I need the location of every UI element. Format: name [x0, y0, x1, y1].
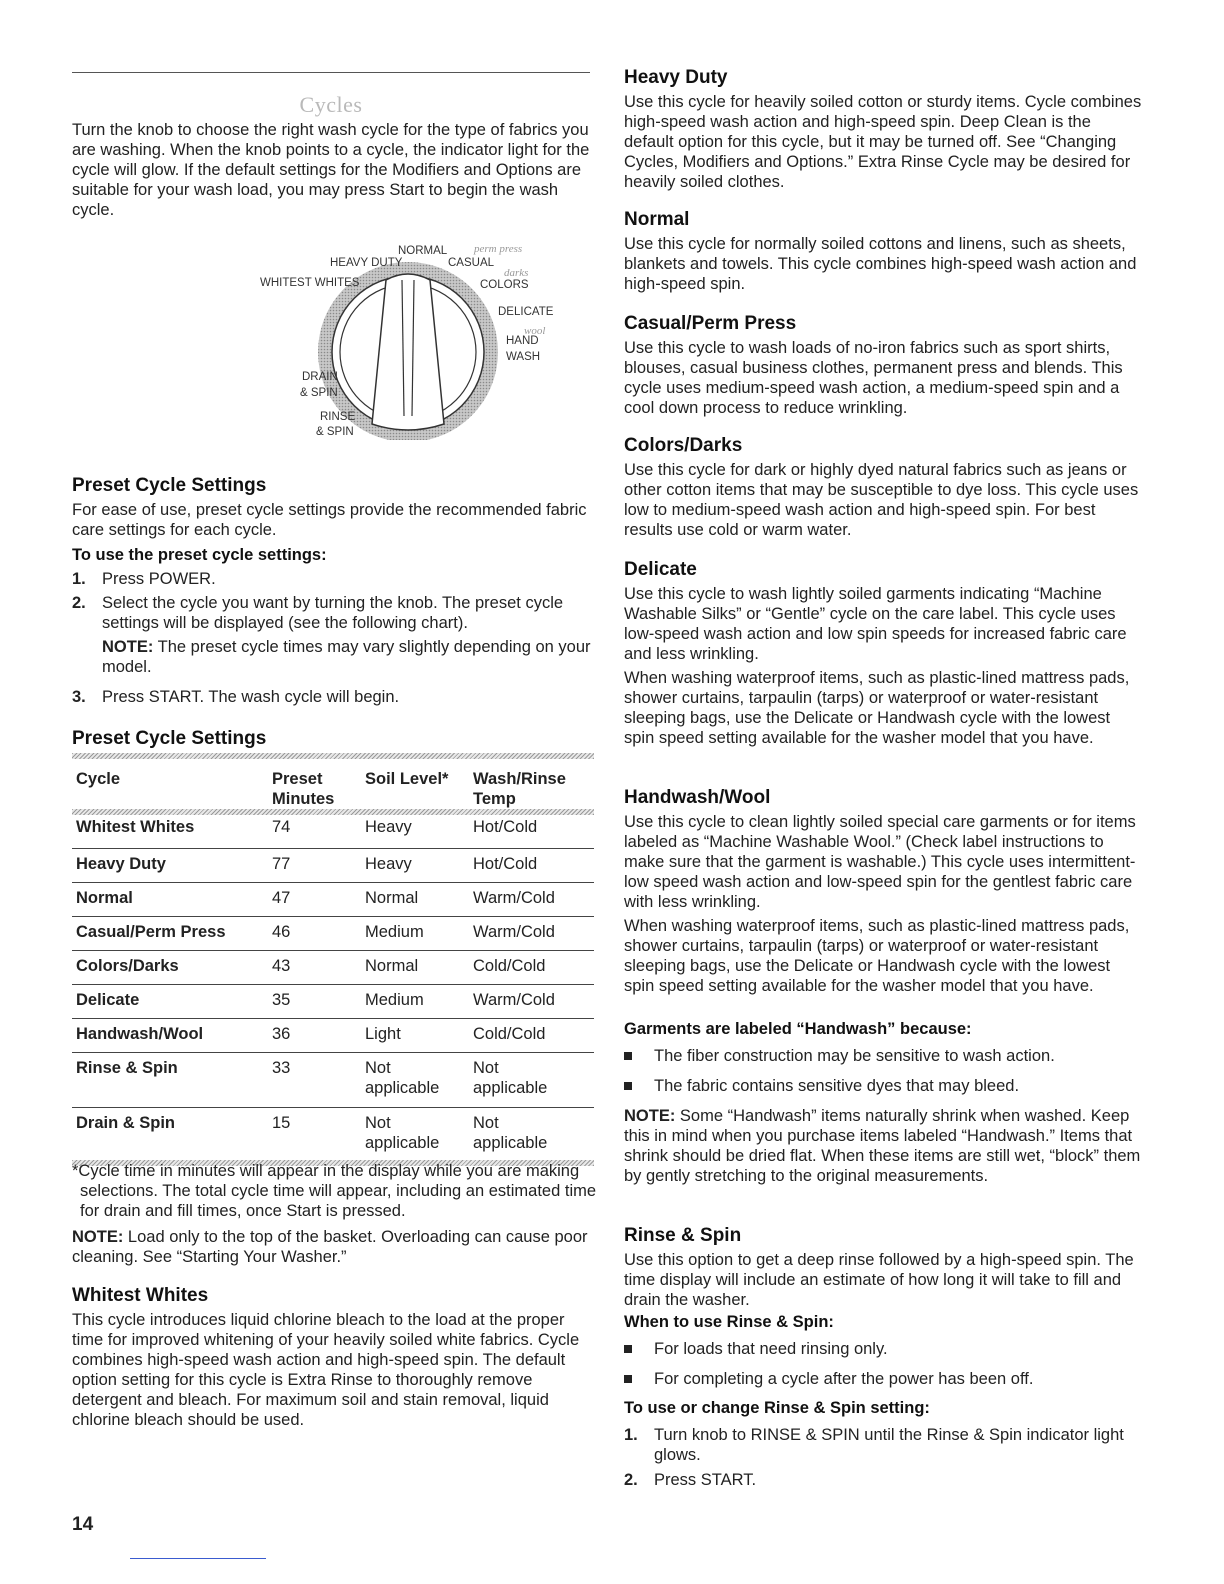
note-label: NOTE: [72, 1228, 124, 1246]
step-text: Select the cycle you want by turning the knob. The preset cycle settings will be displayed (see the following chart). [102, 594, 564, 632]
cell-soil: Normal [365, 957, 419, 975]
step-number: 2. [624, 1471, 638, 1489]
cell-cycle: Rinse & Spin [76, 1059, 178, 1077]
cell-cycle: Colors/Darks [76, 957, 179, 975]
cell-minutes: 77 [272, 855, 291, 873]
table-heading: Preset Cycle Settings [72, 728, 267, 749]
step-number: 1. [72, 570, 86, 588]
cell-cycle: Casual/Perm Press [76, 923, 226, 941]
delicate-text-2: When washing waterproof items, such as plastic-lined mattress pads, shower curtains, tarpaulin (tarps) or waterproof or water-resistant sleeping bags, use the Delicate or Handwash cycle with the lowest spin speed setting available for the washer model that you have. [624, 669, 1130, 747]
step-text: Press POWER. [102, 570, 216, 588]
preset-steps [72, 569, 592, 711]
rinse-bullet-list [624, 1339, 1144, 1399]
table-row [72, 984, 594, 1018]
table-row [72, 916, 594, 950]
delicate-text-1: Use this cycle to wash lightly soiled garments indicating “Machine Washable Silks” or “Gentle” cycle on the care label. This cycle uses low-speed wash action and low spin speeds for increased fabric care and less wrinkling. [624, 585, 1127, 663]
cell-minutes: 36 [272, 1025, 291, 1043]
bullet-text: The fiber construction may be sensitive to wash action. [654, 1047, 1055, 1065]
cell-soil: Not [365, 1059, 391, 1077]
bullet-icon [624, 1375, 632, 1383]
step-number: 3. [72, 688, 86, 706]
dial-label-rinse: RINSE [320, 411, 356, 423]
cell-temp: Not [473, 1059, 499, 1077]
bullet-text: For completing a cycle after the power has been off. [654, 1370, 1034, 1388]
step-text: Turn knob to RINSE & SPIN until the Rinse & Spin indicator light glows. [654, 1426, 1124, 1464]
dial-label-normal: NORMAL [398, 245, 448, 257]
preset-text: For ease of use, preset cycle settings provide the recommended fabric care settings for each cycle. [72, 501, 587, 539]
table-row [72, 1052, 594, 1107]
list-item [624, 1076, 1144, 1106]
cell-minutes: 47 [272, 889, 291, 907]
table-header-row [72, 759, 594, 809]
cell-soil: Normal [365, 889, 419, 907]
list-item [624, 1339, 1144, 1369]
casual-heading: Casual/Perm Press [624, 313, 797, 334]
cell-minutes: 15 [272, 1114, 291, 1132]
top-rule [72, 72, 590, 73]
cell-soil-2: applicable [365, 1134, 440, 1152]
note-label: NOTE: [624, 1107, 676, 1125]
heavy-duty-text: Use this cycle for heavily soiled cotton or sturdy items. Cycle combines high-speed wash action and high-speed spin. Deep Clean is the default option for this cycle, but it may be turned off. See “Changing Cycles, Modifiers and Options.” Extra Rinse Cycle may be desired for heavily soiled clothes. [624, 93, 1142, 191]
table-note [72, 1227, 592, 1267]
normal-heading: Normal [624, 209, 690, 230]
list-item [72, 687, 592, 711]
table-row [72, 882, 594, 916]
colors-heading: Colors/Darks [624, 435, 743, 456]
note-text: Some “Handwash” items naturally shrink when washed. Keep this in mind when you purchase items labeled “Handwash.” Items that shrink should be dried flat. When these items are still wet, “block” them by gently stretching to the original measurements. [624, 1107, 1141, 1185]
cell-minutes: 33 [272, 1059, 291, 1077]
cell-temp: Cold/Cold [473, 957, 546, 975]
column-header-temp-2: Temp [473, 790, 516, 808]
handwash-bullet-list [624, 1046, 1144, 1106]
footer-rule [130, 1558, 266, 1559]
handwash-text-1: Use this cycle to clean lightly soiled special care garments or for items labeled as “Machine Washable Wool.” (Check label instructions to make sure that the garment is washable.) This cycle uses intermittent-low speed wash action and low-speed spin for the gentlest fabric care with less wrinkling. [624, 813, 1136, 911]
list-item [624, 1425, 1144, 1470]
rinse-heading: Rinse & Spin [624, 1225, 742, 1246]
dial-label-wool: wool [524, 325, 546, 337]
dial-label-drain: DRAIN [302, 371, 338, 383]
dial-label-whitest-whites: WHITEST WHITES [260, 277, 360, 289]
table-footnote: *Cycle time in minutes will appear in the display while you are making selections. The total cycle time will appear, including an estimated time for drain and fill times, once Start is pressed. [72, 1162, 597, 1220]
list-item [624, 1369, 1144, 1399]
column-header-preset: Preset [272, 770, 323, 788]
cell-soil: Heavy [365, 818, 412, 836]
column-header-soil: Soil Level* [365, 770, 449, 788]
dial-label-darks: darks [504, 267, 529, 279]
section-title: Cycles [299, 92, 363, 117]
column-header-cycle: Cycle [76, 770, 121, 788]
preset-table [72, 753, 594, 815]
cell-temp-2: applicable [473, 1079, 548, 1097]
cell-cycle: Normal [76, 889, 133, 907]
step-text: Press START. [654, 1471, 757, 1489]
rinse-text: Use this option to get a deep rinse followed by a high-speed spin. The time display will include an estimate of how long it will take to fill and drain the washer. [624, 1251, 1134, 1309]
cell-temp: Hot/Cold [473, 855, 538, 873]
cell-cycle: Handwash/Wool [76, 1025, 204, 1043]
preset-subheading: To use the preset cycle settings: [72, 546, 327, 564]
cell-temp: Warm/Cold [473, 923, 555, 941]
table-row [72, 950, 594, 984]
bullet-icon [624, 1052, 632, 1060]
bullet-text: The fabric contains sensitive dyes that may bleed. [654, 1077, 1020, 1095]
cell-soil-2: applicable [365, 1079, 440, 1097]
handwash-note [624, 1106, 1144, 1186]
rinse-change-heading: To use or change Rinse & Spin setting: [624, 1399, 930, 1417]
cell-cycle: Heavy Duty [76, 855, 166, 873]
step-number: 2. [72, 594, 86, 612]
whitest-whites-text: This cycle introduces liquid chlorine bleach to the load at the proper time for improved whitening of your heavily soiled white fabrics. Cycle combines high-speed wash action and high-speed spin. The default option setting for this cycle is Extra Rinse to thoroughly remove detergent and bleach. For maximum soil and stain removal, liquid chlorine bleach should be used. [72, 1311, 580, 1429]
heavy-duty-heading: Heavy Duty [624, 67, 728, 88]
page-number: 14 [72, 1514, 94, 1535]
dial-label-casual: CASUAL [448, 257, 495, 269]
intro-text: Turn the knob to choose the right wash cycle for the type of fabrics you are washing. When the knob points to a cycle, the indicator light for the cycle will glow. If the default settings for the Modifiers and Options are suitable for your wash load, you may press Start to begin the wash cycle. [72, 121, 590, 219]
colors-text: Use this cycle for dark or highly dyed natural fabrics such as jeans or other cotton items that may be susceptible to dye loss. This cycle uses low to medium-speed wash action and high-speed spin. For best results use cold or warm water. [624, 461, 1139, 539]
handwash-subheading: Garments are labeled “Handwash” because: [624, 1020, 972, 1038]
bullet-icon [624, 1082, 632, 1090]
cell-soil: Heavy [365, 855, 412, 873]
cell-minutes: 35 [272, 991, 291, 1009]
cell-minutes: 43 [272, 957, 291, 975]
cell-temp: Warm/Cold [473, 889, 555, 907]
table-row [72, 1018, 594, 1052]
rinse-when-heading: When to use Rinse & Spin: [624, 1313, 834, 1331]
delicate-heading: Delicate [624, 559, 697, 580]
dial-label-colors: COLORS [480, 279, 529, 291]
note-label: NOTE: [102, 638, 154, 656]
cell-soil: Medium [365, 991, 424, 1009]
dial-label-heavy-duty: HEAVY DUTY [330, 257, 403, 269]
step-note [72, 637, 592, 687]
cycle-knob-diagram [182, 240, 602, 440]
cell-cycle: Whitest Whites [76, 818, 195, 836]
cell-minutes: 74 [272, 818, 291, 836]
dial-label-and-spin-1: & SPIN [300, 387, 338, 399]
cell-temp: Hot/Cold [473, 818, 538, 836]
table-body [72, 815, 594, 1166]
normal-text: Use this cycle for normally soiled cottons and linens, such as sheets, blankets and towels. This cycle combines high-speed wash action and high-speed spin. [624, 235, 1137, 293]
cell-temp: Cold/Cold [473, 1025, 546, 1043]
handwash-heading: Handwash/Wool [624, 787, 771, 808]
bullet-icon [624, 1345, 632, 1353]
cell-cycle: Drain & Spin [76, 1114, 176, 1132]
step-text: Press START. The wash cycle will begin. [102, 688, 400, 706]
column-header-minutes: Minutes [272, 790, 335, 808]
dial-label-perm-press: perm press [474, 243, 523, 255]
note-text: The preset cycle times may vary slightly depending on your model. [102, 638, 591, 676]
list-item [72, 593, 592, 637]
preset-heading: Preset Cycle Settings [72, 475, 267, 496]
table-row [72, 1107, 594, 1160]
cell-cycle: Delicate [76, 991, 140, 1009]
cell-soil: Light [365, 1025, 401, 1043]
dial-label-delicate: DELICATE [498, 306, 554, 318]
whitest-whites-heading: Whitest Whites [72, 1285, 209, 1306]
dial-label-hand: HAND [506, 335, 539, 347]
table-row [72, 815, 594, 848]
bullet-text: For loads that need rinsing only. [654, 1340, 888, 1358]
handwash-text-2: When washing waterproof items, such as plastic-lined mattress pads, shower curtains, tarpaulin (tarps) or waterproof or water-resistant sleeping bags, use the Delicate or Handwash cycle with the lowest spin speed setting available for the washer model that you have. [624, 917, 1130, 995]
step-number: 1. [624, 1426, 638, 1444]
casual-text: Use this cycle to wash loads of no-iron fabrics such as sport shirts, blouses, casual business clothes, permanent press and blends. This cycle uses medium-speed wash action, a medium-speed spin and a cool down process to reduce wrinkling. [624, 339, 1123, 417]
cell-temp-2: applicable [473, 1134, 548, 1152]
rinse-steps [624, 1425, 1144, 1494]
dial-label-wash: WASH [506, 351, 541, 363]
dial-label-and-spin-2: & SPIN [316, 426, 354, 438]
list-item [624, 1470, 1144, 1494]
table-row [72, 848, 594, 882]
list-item [72, 569, 592, 593]
cell-soil: Not [365, 1114, 391, 1132]
list-item [624, 1046, 1144, 1076]
cell-temp: Warm/Cold [473, 991, 555, 1009]
cell-soil: Medium [365, 923, 424, 941]
column-header-temp: Wash/Rinse [473, 770, 566, 788]
cell-minutes: 46 [272, 923, 291, 941]
note-text: Load only to the top of the basket. Overloading can cause poor cleaning. See “Starting Your Washer.” [72, 1228, 588, 1266]
cell-temp: Not [473, 1114, 499, 1132]
